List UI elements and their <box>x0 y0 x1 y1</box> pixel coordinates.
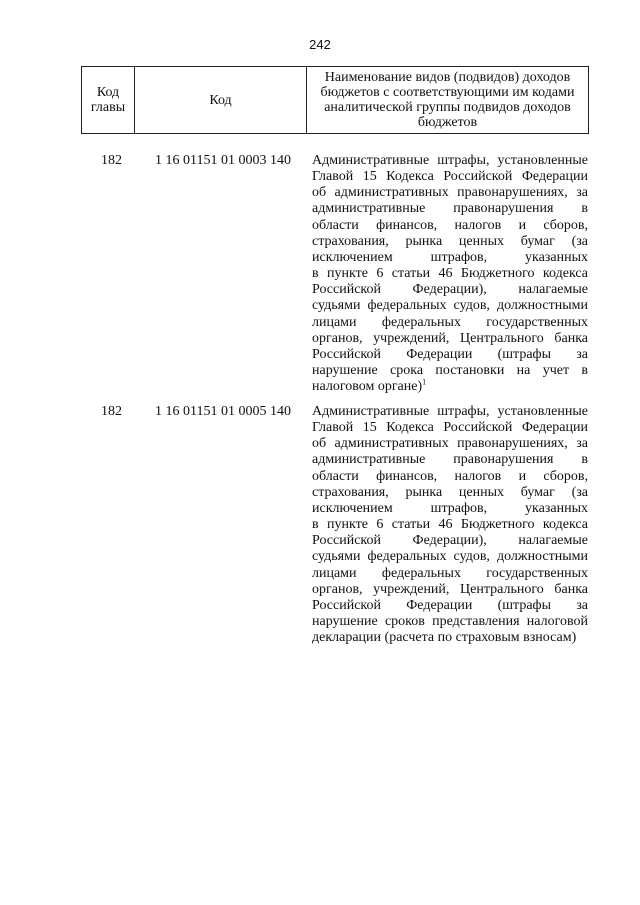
name-line: Российской Федерации (штрафы за <box>312 597 588 613</box>
name-line: Российской Федерации (штрафы за <box>312 346 588 362</box>
name-line: в пункте 6 статьи 46 Бюджетного кодекса <box>312 517 588 533</box>
row-naimenovanie <box>312 404 588 646</box>
name-line: нарушение сроков представления налоговой <box>312 614 588 630</box>
row-kod-glavy: 182 <box>101 404 122 419</box>
name-line: лицами федеральных государственных <box>312 314 588 330</box>
name-line: налоговом органе)$^1$ <box>312 377 427 395</box>
row-kod: 1 16 01151 01 0005 140 <box>155 404 291 419</box>
name-line: нарушение срока постановки на учет в <box>312 363 588 379</box>
header-kod-glavy: Код главы <box>82 67 135 133</box>
name-line: области финансов, налогов и сборов, <box>312 468 588 484</box>
name-line: Российской Федерации), налагаемые <box>312 282 588 298</box>
page-number: 242 <box>309 37 331 52</box>
name-line: исключением штрафов, указанных <box>312 500 588 516</box>
row-kod: 1 16 01151 01 0003 140 <box>155 153 291 168</box>
name-line: Административные штрафы, установленные <box>312 404 588 419</box>
name-line: административные правонарушения в <box>312 201 588 217</box>
name-line: судьями федеральных судов, должностными <box>312 549 588 565</box>
name-line: декларации (расчета по страховым взносам) <box>312 630 577 646</box>
name-line: органов, учреждений, Центрального банка <box>312 330 588 346</box>
name-line: административные правонарушения в <box>312 452 588 468</box>
name-line: органов, учреждений, Центрального банка <box>312 581 588 597</box>
row-naimenovanie <box>312 153 588 395</box>
name-line: страхования, рынка ценных бумаг (за <box>312 233 588 249</box>
name-line: Главой 15 Кодекса Российской Федерации <box>312 420 588 436</box>
name-line: судьями федеральных судов, должностными <box>312 298 588 314</box>
name-line: исключением штрафов, указанных <box>312 249 588 265</box>
table-header <box>81 66 589 134</box>
name-line: лицами федеральных государственных <box>312 565 588 581</box>
name-line: Административные штрафы, установленные <box>312 153 588 168</box>
name-line: об административных правонарушениях, за <box>312 436 588 452</box>
name-line: области финансов, налогов и сборов, <box>312 217 588 233</box>
name-line: Российской Федерации), налагаемые <box>312 533 588 549</box>
row-kod-glavy: 182 <box>101 153 122 168</box>
footnote-marker: 1 <box>422 377 427 387</box>
name-line: Главой 15 Кодекса Российской Федерации <box>312 169 588 185</box>
name-line: об административных правонарушениях, за <box>312 185 588 201</box>
name-line: в пункте 6 статьи 46 Бюджетного кодекса <box>312 266 588 282</box>
header-naimenovanie: Наименование видов (подвидов) доходов бюджетов с соответствующими им кодами аналитической группы подвидов доходов бюджетов <box>320 70 575 130</box>
name-line: страхования, рынка ценных бумаг (за <box>312 484 588 500</box>
header-kod: Код <box>135 67 307 133</box>
